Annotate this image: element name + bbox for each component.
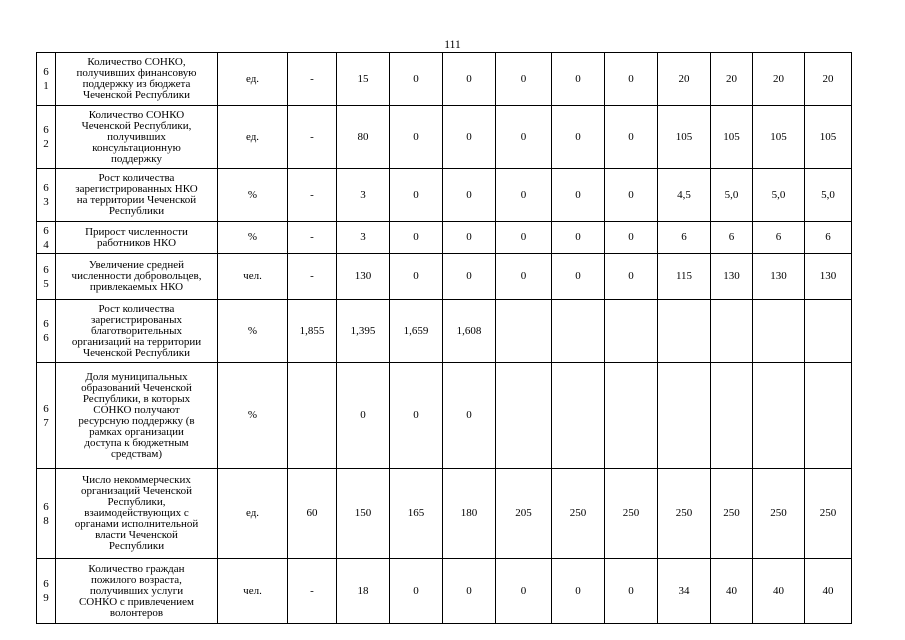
value-cell: 3 (337, 222, 390, 254)
indicator-name: Увеличение средней численности добровольцев, привлекаемых НКО (56, 254, 218, 300)
row-number-digit: 6 (43, 66, 49, 78)
value-cell: - (288, 254, 337, 300)
indicator-unit: % (218, 363, 288, 469)
value-cell: 250 (658, 469, 711, 559)
indicator-unit: ед. (218, 106, 288, 169)
value-cell: 40 (805, 559, 852, 624)
row-number-digit: 9 (43, 592, 49, 604)
row-number-digit: 6 (43, 402, 49, 415)
row-number (37, 222, 56, 254)
value-cell (658, 363, 711, 469)
row-number-digit: 6 (43, 578, 49, 590)
row-number (37, 53, 56, 106)
row-number (37, 363, 56, 469)
value-cell: 0 (552, 169, 605, 222)
value-cell: 0 (390, 53, 443, 106)
value-cell: 0 (496, 254, 552, 300)
value-cell: 0 (390, 106, 443, 169)
value-cell: 0 (390, 169, 443, 222)
page-number: 111 (444, 39, 461, 51)
value-cell (711, 300, 753, 363)
value-cell: - (288, 169, 337, 222)
value-cell: 0 (605, 222, 658, 254)
indicator-unit: % (218, 222, 288, 254)
row-number-digit: 6 (43, 318, 49, 330)
table-row (37, 106, 852, 169)
value-cell: 0 (496, 53, 552, 106)
value-cell (605, 363, 658, 469)
value-cell (658, 300, 711, 363)
indicator-name: Количество СОНКО, получивших финансовую поддержку из бюджета Чеченской Республики (56, 53, 218, 106)
value-cell: 0 (605, 169, 658, 222)
value-cell (496, 300, 552, 363)
row-number-digit: 6 (43, 124, 49, 136)
value-cell: 205 (496, 469, 552, 559)
value-cell: 0 (605, 254, 658, 300)
value-cell: 3 (337, 169, 390, 222)
table-row (37, 53, 852, 106)
value-cell: 40 (753, 559, 805, 624)
row-number (37, 169, 56, 222)
indicator-name: Доля муниципальных образований Чеченской Республики, в которых СОНКО получают ресурсную поддержку (в рамках организации доступа к бюджетным средствам) (56, 363, 218, 469)
table-row (37, 169, 852, 222)
value-cell: 0 (390, 363, 443, 469)
value-cell: - (288, 559, 337, 624)
value-cell: 1,608 (443, 300, 496, 363)
value-cell: 0 (552, 106, 605, 169)
indicator-name: Рост количества зарегистрированых благотворительных организаций на территории Чеченской Республики (56, 300, 218, 363)
value-cell: 0 (605, 53, 658, 106)
row-number-digit: 6 (43, 224, 49, 237)
table-row (37, 222, 852, 254)
value-cell: 5,0 (805, 169, 852, 222)
indicator-name: Рост количества зарегистрированных НКО на территории Чеченской Республики (56, 169, 218, 222)
value-cell: 34 (658, 559, 711, 624)
value-cell: 1,659 (390, 300, 443, 363)
value-cell: 1,855 (288, 300, 337, 363)
value-cell: 250 (753, 469, 805, 559)
value-cell: 0 (337, 363, 390, 469)
value-cell: 0 (443, 169, 496, 222)
value-cell: - (288, 106, 337, 169)
value-cell: 6 (753, 222, 805, 254)
value-cell: 20 (711, 53, 753, 106)
value-cell: 150 (337, 469, 390, 559)
value-cell (753, 363, 805, 469)
value-cell: 80 (337, 106, 390, 169)
value-cell: 0 (443, 254, 496, 300)
value-cell: 6 (711, 222, 753, 254)
value-cell: 0 (496, 169, 552, 222)
table-row (37, 254, 852, 300)
indicator-name: Количество граждан пожилого возраста, получивших услуги СОНКО с привлечением волонтеров (56, 559, 218, 624)
value-cell: 15 (337, 53, 390, 106)
value-cell: - (288, 53, 337, 106)
row-number-digit: 6 (43, 332, 49, 344)
value-cell: 0 (443, 222, 496, 254)
value-cell: 0 (552, 222, 605, 254)
indicator-name: Число некоммерческих организаций Чеченской Республики, взаимодействующих с органами исполнительной власти Чеченской Республики (56, 469, 218, 559)
row-number (37, 300, 56, 363)
value-cell: 0 (390, 254, 443, 300)
value-cell: 115 (658, 254, 711, 300)
value-cell: 0 (552, 254, 605, 300)
row-number-digit: 4 (43, 238, 49, 251)
value-cell: - (288, 222, 337, 254)
value-cell: 20 (805, 53, 852, 106)
row-number (37, 254, 56, 300)
table-row (37, 300, 852, 363)
value-cell (805, 300, 852, 363)
row-number (37, 469, 56, 559)
value-cell: 60 (288, 469, 337, 559)
value-cell: 0 (552, 559, 605, 624)
table-row (37, 363, 852, 469)
indicator-unit: чел. (218, 254, 288, 300)
row-number-digit: 1 (43, 80, 49, 92)
value-cell: 4,5 (658, 169, 711, 222)
row-number-digit: 5 (43, 277, 49, 290)
indicator-unit: % (218, 300, 288, 363)
indicator-name: Количество СОНКО Чеченской Республики, получивших консультационную поддержку (56, 106, 218, 169)
value-cell: 130 (805, 254, 852, 300)
value-cell: 0 (443, 106, 496, 169)
value-cell (605, 300, 658, 363)
value-cell: 105 (805, 106, 852, 169)
row-number-digit: 7 (43, 416, 49, 429)
value-cell: 0 (443, 559, 496, 624)
value-cell: 0 (605, 559, 658, 624)
value-cell (805, 363, 852, 469)
value-cell: 0 (390, 559, 443, 624)
value-cell: 250 (605, 469, 658, 559)
value-cell: 6 (805, 222, 852, 254)
value-cell (753, 300, 805, 363)
value-cell: 250 (552, 469, 605, 559)
value-cell (552, 300, 605, 363)
row-number-digit: 6 (43, 182, 49, 194)
value-cell: 250 (711, 469, 753, 559)
value-cell: 250 (805, 469, 852, 559)
value-cell: 1,395 (337, 300, 390, 363)
value-cell: 0 (390, 222, 443, 254)
value-cell: 5,0 (711, 169, 753, 222)
indicator-name: Прирост численности работников НКО (56, 222, 218, 254)
value-cell (711, 363, 753, 469)
value-cell: 130 (753, 254, 805, 300)
value-cell: 0 (443, 53, 496, 106)
value-cell (552, 363, 605, 469)
indicator-unit: ед. (218, 469, 288, 559)
value-cell: 105 (753, 106, 805, 169)
row-number-digit: 2 (43, 138, 49, 150)
indicator-unit: ед. (218, 53, 288, 106)
value-cell: 180 (443, 469, 496, 559)
value-cell: 0 (443, 363, 496, 469)
row-number-digit: 3 (43, 196, 49, 208)
value-cell: 20 (658, 53, 711, 106)
table-row (37, 469, 852, 559)
indicator-unit: чел. (218, 559, 288, 624)
value-cell (288, 363, 337, 469)
value-cell: 0 (552, 53, 605, 106)
value-cell: 0 (605, 106, 658, 169)
value-cell: 0 (496, 106, 552, 169)
value-cell: 20 (753, 53, 805, 106)
value-cell: 5,0 (753, 169, 805, 222)
indicator-table (36, 52, 852, 624)
value-cell: 105 (711, 106, 753, 169)
table-row (37, 559, 852, 624)
value-cell: 6 (658, 222, 711, 254)
value-cell: 40 (711, 559, 753, 624)
value-cell: 105 (658, 106, 711, 169)
row-number (37, 106, 56, 169)
value-cell: 0 (496, 559, 552, 624)
row-number-digit: 8 (43, 514, 49, 527)
row-number-digit: 6 (43, 500, 49, 513)
value-cell: 0 (496, 222, 552, 254)
value-cell: 165 (390, 469, 443, 559)
value-cell: 130 (337, 254, 390, 300)
value-cell: 130 (711, 254, 753, 300)
value-cell (496, 363, 552, 469)
row-number (37, 559, 56, 624)
row-number-digit: 6 (43, 263, 49, 276)
value-cell: 18 (337, 559, 390, 624)
indicator-unit: % (218, 169, 288, 222)
